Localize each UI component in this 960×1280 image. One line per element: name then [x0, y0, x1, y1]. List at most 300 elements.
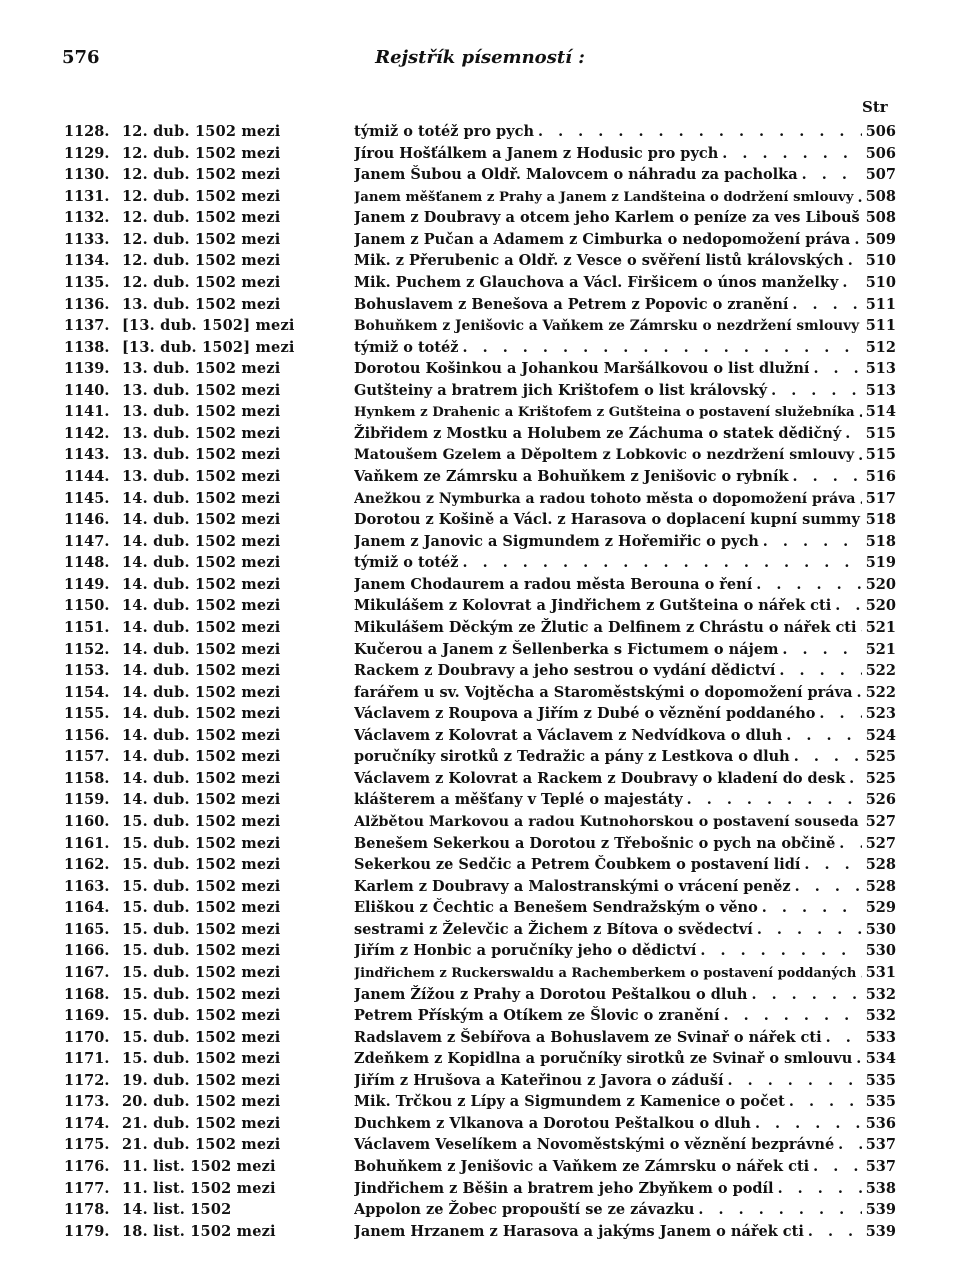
entry-date: 14. dub. 1502 mezi: [122, 769, 281, 787]
entry-date: 14. dub. 1502 mezi: [122, 726, 281, 744]
entry-description: Appolon ze Žobec propouští se ze závazku: [354, 1201, 695, 1219]
dot-leader: [753, 919, 862, 941]
entry-description: sestrami z Želevčic a Žichem z Bítova o svědectví: [354, 920, 753, 938]
entry-text-wrap: [354, 1027, 862, 1049]
entry-description: poručníky sirotků z Tedražic a pány z Lestkova o dluh: [354, 748, 790, 766]
entry-date: 12. dub. 1502 mezi: [122, 166, 281, 184]
register-entry: [64, 703, 896, 725]
register-entry: [64, 876, 896, 898]
entry-text-wrap: [354, 423, 862, 445]
entry-page: 522: [865, 662, 896, 680]
register-entry: [64, 789, 896, 811]
entry-page: 511: [865, 295, 896, 313]
register-entry: [64, 1199, 896, 1221]
dot-leader: [785, 1091, 862, 1113]
entry-date: 13. dub. 1502 mezi: [122, 446, 281, 464]
register-entry: [64, 1178, 896, 1200]
entry-number: 1135.: [64, 273, 110, 291]
entry-number: 1173.: [64, 1093, 110, 1111]
dot-leader: [696, 940, 862, 962]
entry-text-wrap: [354, 854, 862, 876]
entry-description: Janem z Doubravy a otcem jeho Karlem o peníze za ves Libouš: [354, 209, 860, 227]
dot-leader: [831, 595, 862, 617]
entry-text-wrap: [354, 164, 862, 186]
entry-description: Jiřím z Honbic a poručníky jeho o dědictví: [354, 942, 697, 960]
entry-date: 14. dub. 1502 mezi: [122, 640, 281, 658]
dot-leader: [850, 229, 862, 251]
entry-page: 512: [865, 338, 896, 356]
register-entry: [64, 574, 896, 596]
dot-leader: [822, 1027, 862, 1049]
entry-date: 14. dub. 1502 mezi: [122, 511, 281, 529]
entry-page: 510: [865, 252, 896, 270]
entry-text-wrap: [354, 660, 862, 682]
dot-leader: [835, 833, 862, 855]
entry-page: 530: [865, 942, 896, 960]
register-entry: [64, 833, 896, 855]
entry-description: Hynkem z Drahenic a Krištofem z Gutšteina o postavení služebníka: [354, 405, 855, 421]
entry-page: 527: [865, 834, 896, 852]
register-entry: [64, 229, 896, 251]
entry-date: 15. dub. 1502 mezi: [122, 899, 281, 917]
entry-description: Janem Šubou a Oldř. Malovcem o náhradu za pacholka: [354, 166, 798, 184]
entry-number: 1159.: [64, 791, 110, 809]
dot-leader: [718, 143, 862, 165]
entry-date: 13. dub. 1502 mezi: [122, 381, 281, 399]
entry-date: 15. dub. 1502 mezi: [122, 877, 281, 895]
entry-page: 515: [865, 446, 896, 464]
dot-leader: [790, 746, 862, 768]
page-column-label: Str: [862, 98, 888, 116]
entry-number: 1131.: [64, 187, 110, 205]
dot-leader: [720, 1005, 863, 1027]
entry-date: 12. dub. 1502 mezi: [122, 273, 281, 291]
entry-date: 13. dub. 1502 mezi: [122, 403, 281, 421]
entry-text-wrap: [354, 509, 862, 531]
entry-page: 513: [865, 381, 896, 399]
entry-date: 15. dub. 1502 mezi: [122, 963, 281, 981]
dot-leader: [694, 1199, 862, 1221]
register-entry: [64, 423, 896, 445]
entry-date: 14. dub. 1502 mezi: [122, 618, 281, 636]
entry-page: 527: [865, 813, 896, 830]
entry-text-wrap: [354, 1199, 862, 1221]
entry-text-wrap: [354, 1156, 862, 1178]
entry-number: 1178.: [64, 1201, 110, 1219]
dot-leader: [767, 380, 862, 402]
entry-text-wrap: [354, 703, 862, 725]
entry-date: 14. dub. 1502 mezi: [122, 662, 281, 680]
entry-date: 18. list. 1502 mezi: [122, 1222, 276, 1240]
entry-number: 1149.: [64, 575, 110, 593]
page-number: 576: [62, 47, 100, 68]
entry-date: 15. dub. 1502 mezi: [122, 1028, 281, 1046]
entry-text-wrap: [354, 876, 862, 898]
register-entry: [64, 1221, 896, 1243]
entry-number: 1163.: [64, 877, 110, 895]
entry-number: 1174.: [64, 1114, 110, 1132]
entry-description: Jiřím z Hrušova a Kateřinou z Javora o záduší: [354, 1071, 724, 1089]
entry-page: 516: [865, 468, 896, 485]
running-head: Rejstřík písemností :: [375, 47, 585, 68]
entry-page: 510: [865, 273, 896, 291]
entry-page: 517: [865, 489, 896, 507]
register-entries: [64, 121, 896, 1242]
register-entry: [64, 1134, 896, 1156]
entry-page: 528: [865, 877, 896, 895]
register-entry: [64, 639, 896, 661]
entry-description: Vaňkem ze Zámrsku a Bohuňkem z Jenišovic o rybník: [354, 468, 789, 485]
entry-description: týmiž o totéž: [354, 338, 459, 356]
entry-page: 536: [865, 1114, 896, 1132]
entry-number: 1144.: [64, 468, 110, 485]
entry-page: 537: [865, 1158, 896, 1175]
entry-description: Janem Hrzanem z Harasova a jakýms Janem o nářek cti: [354, 1222, 804, 1240]
register-entry: [64, 444, 896, 466]
entry-description: Eliškou z Čechtic a Benešem Sendražským o věno: [354, 899, 758, 917]
entry-date: 21. dub. 1502 mezi: [122, 1114, 281, 1132]
entry-text-wrap: [354, 121, 862, 143]
entry-description: Petrem Příským a Otíkem ze Šlovic o zranění: [354, 1007, 720, 1025]
entry-date: 12. dub. 1502 mezi: [122, 123, 281, 140]
entry-text-wrap: [354, 489, 862, 511]
register-entry: [64, 919, 896, 941]
entry-description: Václavem Veselíkem a Novoměstskými o věznění bezprávné: [354, 1136, 835, 1154]
entry-text-wrap: [354, 682, 862, 704]
entry-description: Matoušem Gzelem a Děpoltem z Lobkovic o nezdržení smlouvy: [354, 447, 855, 464]
entry-page: 535: [865, 1071, 896, 1089]
entry-number: 1175.: [64, 1136, 110, 1154]
register-entry: [64, 725, 896, 747]
entry-description: Janem z Pučan a Adamem z Cimburka o nedopomožení práva: [354, 230, 851, 248]
entry-page: 537: [865, 1136, 896, 1154]
entry-date: 12. dub. 1502 mezi: [122, 230, 281, 248]
entry-description: Zdeňkem z Kopidlna a poručníky sirotků ze Svinař o smlouvu: [354, 1050, 853, 1068]
entry-number: 1172.: [64, 1071, 110, 1089]
entry-description: týmiž o totéž: [354, 554, 459, 572]
dot-leader: [789, 466, 862, 488]
entry-description: Mikulášem z Kolovrat a Jindřichem z Gutšteina o nářek cti: [354, 597, 832, 615]
register-entry: [64, 940, 896, 962]
entry-description: Duchkem z Vlkanova a Dorotou Peštalkou o dluh: [354, 1114, 751, 1132]
entry-date: 13. dub. 1502 mezi: [122, 424, 281, 442]
entry-number: 1147.: [64, 532, 110, 550]
entry-page: 525: [865, 769, 896, 787]
entry-description: Mikulášem Děckým ze Žlutic a Delfinem z Chrástu o nářek cti: [354, 618, 857, 636]
entry-number: 1140.: [64, 381, 110, 399]
dot-leader: [775, 660, 862, 682]
entry-number: 1142.: [64, 424, 110, 442]
dot-leader: [459, 552, 862, 574]
entry-date: 14. dub. 1502 mezi: [122, 791, 281, 809]
entry-date: 12. dub. 1502 mezi: [122, 187, 281, 205]
entry-page: 518: [865, 511, 896, 529]
entry-page: 524: [865, 726, 896, 744]
entry-page: 511: [865, 317, 896, 335]
entry-description: Janem Chodaurem a radou města Berouna o ření: [354, 575, 753, 593]
register-entry: [64, 186, 896, 208]
entry-number: 1151.: [64, 618, 110, 636]
entry-description: Václavem z Kolovrat a Václavem z Nedvídkova o dluh: [354, 726, 783, 744]
entry-page: 514: [865, 403, 896, 421]
entry-text-wrap: [354, 897, 862, 919]
entry-date: 13. dub. 1502 mezi: [122, 295, 281, 313]
entry-number: 1171.: [64, 1050, 110, 1068]
register-entry: [64, 164, 896, 186]
entry-number: 1157.: [64, 748, 110, 766]
entry-number: 1158.: [64, 769, 110, 787]
dot-leader: [834, 1134, 862, 1156]
entry-number: 1156.: [64, 726, 110, 744]
entry-number: 1129.: [64, 144, 110, 162]
entry-number: 1161.: [64, 834, 110, 852]
entry-date: 14. dub. 1502 mezi: [122, 597, 281, 615]
entry-text-wrap: [354, 812, 862, 834]
entry-text-wrap: [354, 531, 862, 553]
entry-page: 515: [865, 424, 896, 442]
register-entry: [64, 1048, 896, 1070]
entry-number: 1143.: [64, 446, 110, 464]
entry-text-wrap: [354, 358, 862, 380]
entry-page: 521: [865, 618, 896, 636]
entry-number: 1167.: [64, 963, 110, 981]
entry-text-wrap: [354, 1178, 862, 1200]
dot-leader: [774, 1178, 862, 1200]
entry-number: 1141.: [64, 403, 110, 421]
entry-page: 530: [865, 920, 896, 938]
entry-description: Benešem Sekerkou a Dorotou z Třebošnic o pych na občině: [354, 834, 836, 852]
entry-description: Václavem z Roupova a Jiřím z Dubé o věznění poddaného: [354, 705, 816, 723]
entry-description: klášterem a měšťany v Teplé o majestáty: [354, 791, 683, 809]
entry-text-wrap: [354, 919, 862, 941]
dot-leader: [815, 703, 862, 725]
register-entry: [64, 682, 896, 704]
register-entry: [64, 531, 896, 553]
entry-description: Mik. Trčkou z Lípy a Sigmundem z Kamenice o počet: [354, 1093, 785, 1111]
entry-text-wrap: [354, 595, 862, 617]
register-entry: [64, 617, 896, 639]
entry-number: 1136.: [64, 295, 110, 313]
entry-page: 521: [865, 640, 896, 658]
entry-description: týmiž o totéž pro pych: [354, 123, 534, 140]
entry-description: Jírou Hošťálkem a Janem z Hodusic pro pych: [354, 144, 719, 162]
dot-leader: [809, 1156, 862, 1178]
register-entry: [64, 315, 896, 337]
entry-date: 14. dub. 1502 mezi: [122, 532, 281, 550]
dot-leader: [852, 1048, 862, 1070]
entry-text-wrap: [354, 768, 862, 790]
dot-leader: [788, 294, 862, 316]
dot-leader: [855, 402, 862, 424]
dot-leader: [724, 1070, 862, 1092]
dot-leader: [809, 358, 862, 380]
entry-text-wrap: [354, 1070, 862, 1092]
register-entry: [64, 294, 896, 316]
entry-page: 513: [865, 360, 896, 378]
entry-date: 15. dub. 1502 mezi: [122, 1050, 281, 1068]
entry-page: 534: [865, 1050, 896, 1068]
dot-leader: [853, 682, 862, 704]
register-entry: [64, 746, 896, 768]
entry-page: 507: [865, 166, 896, 184]
entry-number: 1165.: [64, 920, 110, 938]
entry-page: 533: [865, 1028, 896, 1046]
entry-date: 21. dub. 1502 mezi: [122, 1136, 281, 1154]
entry-description: Radslavem z Šebířova a Bohuslavem ze Svinař o nářek cti: [354, 1028, 822, 1046]
entry-page: 526: [865, 791, 896, 809]
entry-number: 1177.: [64, 1179, 110, 1197]
entry-date: 14. dub. 1502 mezi: [122, 705, 281, 723]
entry-date: 14. dub. 1502 mezi: [122, 554, 281, 572]
register-entry: [64, 272, 896, 294]
dot-leader: [751, 1113, 862, 1135]
entry-description: Janem z Janovic a Sigmundem z Hořemiřic o pych: [354, 532, 759, 550]
entry-date: 14. dub. 1502 mezi: [122, 683, 281, 701]
dot-leader: [791, 876, 862, 898]
entry-page: 519: [865, 554, 896, 572]
entry-text-wrap: [354, 1221, 862, 1243]
entry-number: 1145.: [64, 489, 110, 507]
entry-date: 20. dub. 1502 mezi: [122, 1093, 281, 1111]
entry-number: 1148.: [64, 554, 110, 572]
entry-text-wrap: [354, 963, 862, 985]
entry-date: 15. dub. 1502 mezi: [122, 834, 281, 852]
dot-leader: [747, 984, 862, 1006]
entry-date: [13. dub. 1502] mezi: [122, 317, 295, 335]
entry-date: 15. dub. 1502 mezi: [122, 813, 281, 830]
entry-page: 531: [865, 963, 896, 981]
entry-number: 1168.: [64, 985, 110, 1003]
entry-number: 1179.: [64, 1222, 110, 1240]
register-entry: [64, 1005, 896, 1027]
entry-description: Gutšteiny a bratrem jich Krištofem o list královský: [354, 381, 768, 399]
dot-leader: [752, 574, 862, 596]
entry-text-wrap: [354, 1113, 862, 1135]
entry-text-wrap: [354, 833, 862, 855]
entry-description: Sekerkou ze Sedčic a Petrem Čoubkem o postavení lidí: [354, 856, 801, 874]
entry-number: 1130.: [64, 166, 110, 184]
entry-description: Jindřichem z Běšin a bratrem jeho Zbyňkem o podíl: [354, 1179, 774, 1197]
entry-text-wrap: [354, 1048, 862, 1070]
entry-date: 19. dub. 1502 mezi: [122, 1071, 281, 1089]
entry-text-wrap: [354, 725, 862, 747]
entry-number: 1150.: [64, 597, 110, 615]
entry-date: 15. dub. 1502 mezi: [122, 920, 281, 938]
entry-date: 15. dub. 1502 mezi: [122, 1007, 281, 1025]
entry-text-wrap: [354, 445, 862, 467]
entry-date: 15. dub. 1502 mezi: [122, 985, 281, 1003]
entry-page: 520: [865, 597, 896, 615]
register-entry: [64, 121, 896, 143]
entry-date: [13. dub. 1502] mezi: [122, 338, 295, 356]
dot-leader: [758, 897, 862, 919]
entry-page: 528: [865, 856, 896, 874]
entry-page: 525: [865, 748, 896, 766]
entry-page: 506: [865, 123, 896, 140]
register-entry: [64, 488, 896, 510]
entry-text-wrap: [354, 984, 862, 1006]
entry-number: 1133.: [64, 230, 110, 248]
entry-text-wrap: [354, 337, 862, 359]
entry-date: 13. dub. 1502 mezi: [122, 468, 281, 485]
entry-number: 1169.: [64, 1007, 110, 1025]
entry-page: 520: [865, 575, 896, 593]
dot-leader: [841, 423, 862, 445]
entry-number: 1134.: [64, 252, 110, 270]
entry-text-wrap: [354, 294, 862, 316]
entry-page: 532: [865, 1007, 896, 1025]
entry-text-wrap: [354, 552, 862, 574]
entry-text-wrap: [354, 617, 862, 639]
register-entry: [64, 337, 896, 359]
entry-text-wrap: [354, 207, 862, 229]
entry-description: Rackem z Doubravy a jeho sestrou o vydání dědictví: [354, 662, 776, 680]
entry-page: 522: [865, 683, 896, 701]
entry-number: 1152.: [64, 640, 110, 658]
entry-page: 508: [865, 187, 896, 205]
register-entry: [64, 143, 896, 165]
entry-number: 1138.: [64, 338, 110, 356]
entry-description: Janem měšťanem z Prahy a Janem z Landšteina o dodržení smlouvy: [354, 189, 854, 205]
entry-text-wrap: [354, 402, 862, 424]
entry-date: 12. dub. 1502 mezi: [122, 209, 281, 227]
entry-number: 1166.: [64, 942, 110, 960]
register-entry: [64, 250, 896, 272]
entry-text-wrap: [354, 229, 862, 251]
register-entry: [64, 1113, 896, 1135]
entry-number: 1170.: [64, 1028, 110, 1046]
entry-date: 14. dub. 1502 mezi: [122, 489, 281, 507]
dot-leader: [838, 272, 862, 294]
entry-page: 539: [865, 1222, 896, 1240]
register-entry: [64, 660, 896, 682]
register-entry: [64, 854, 896, 876]
register-entry: [64, 552, 896, 574]
register-entry: [64, 509, 896, 531]
entry-description: Václavem z Kolovrat a Rackem z Doubravy o kladení do desk: [354, 769, 846, 787]
entry-description: Anežkou z Nymburka a radou tohoto města o dopomožení práva: [354, 490, 856, 507]
register-entry: [64, 358, 896, 380]
register-entry: [64, 768, 896, 790]
entry-page: 535: [865, 1093, 896, 1111]
entry-text-wrap: [354, 789, 862, 811]
entry-page: 508: [865, 209, 896, 227]
entry-description: Karlem z Doubravy a Malostranskými o vrácení peněz: [354, 877, 791, 895]
dot-leader: [782, 725, 862, 747]
entry-page: 539: [865, 1201, 896, 1219]
dot-leader: [459, 337, 862, 359]
entry-page: 529: [865, 899, 896, 917]
dot-leader: [800, 854, 862, 876]
entry-description: Žibřidem z Mostku a Holubem ze Záchuma o statek dědičný: [354, 424, 842, 442]
entry-text-wrap: [354, 746, 862, 768]
entry-number: 1146.: [64, 511, 110, 529]
dot-leader: [798, 164, 862, 186]
dot-leader: [854, 445, 862, 467]
entry-description: Alžbětou Markovou a radou Kutnohorskou o postavení souseda: [354, 814, 859, 830]
register-entry: [64, 1027, 896, 1049]
register-entry: [64, 401, 896, 423]
entry-date: 11. list. 1502 mezi: [122, 1158, 276, 1175]
entry-number: 1128.: [64, 123, 110, 140]
entry-date: 12. dub. 1502 mezi: [122, 144, 281, 162]
entry-description: Bohuslavem z Benešova a Petrem z Popovic o zranění: [354, 295, 789, 313]
entry-text-wrap: [354, 187, 862, 209]
dot-leader: [853, 187, 862, 209]
entry-page: 538: [865, 1179, 896, 1197]
entry-description: Dorotou z Košině a Václ. z Harasova o doplacení kupní summy: [354, 511, 860, 529]
entry-date: 14. list. 1502: [122, 1201, 232, 1219]
